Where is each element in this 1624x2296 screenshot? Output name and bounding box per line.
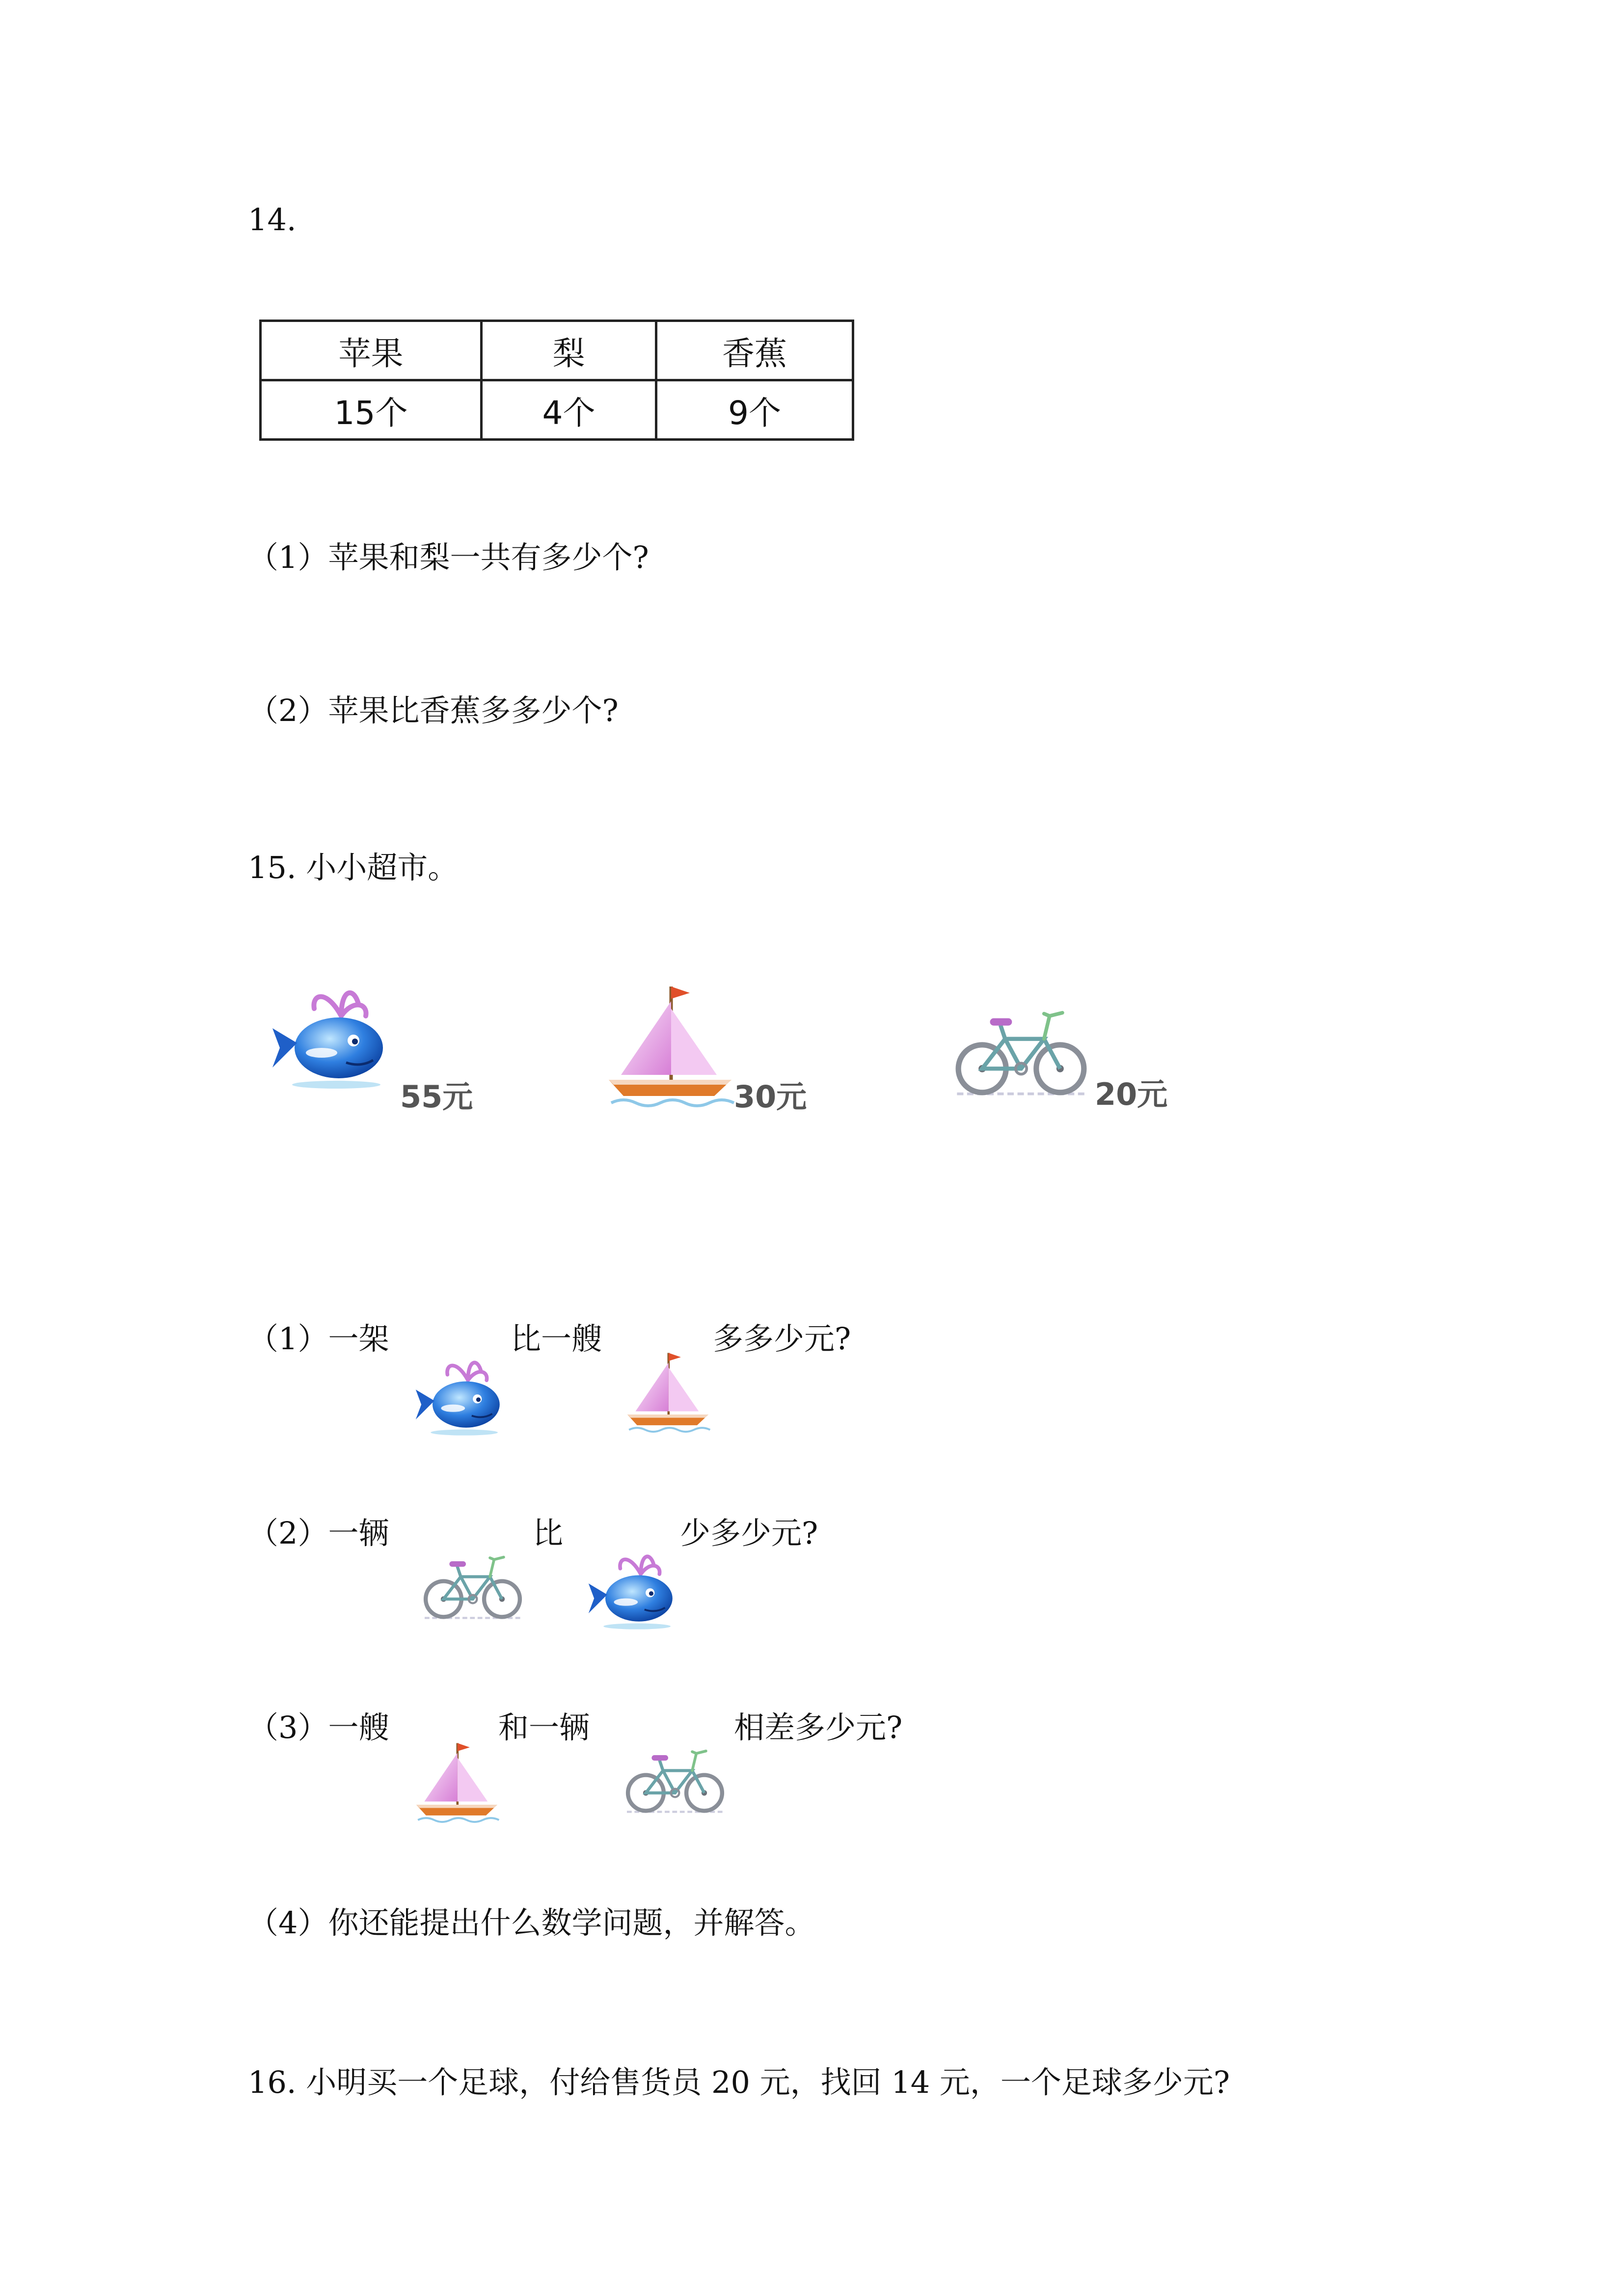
question-14-sub-2: （2）苹果比香蕉多多少个? — [248, 693, 619, 728]
question-15-sub-1-part-a: （1）一架 — [248, 1321, 389, 1357]
table-cell: 9个 — [656, 380, 853, 440]
table-row — [261, 380, 853, 440]
bicycle-icon — [952, 999, 1090, 1102]
table-header-cell: 苹果 — [261, 321, 482, 380]
question-15-sub-2-part-c: 少多少元? — [680, 1515, 818, 1551]
sailboat-icon — [623, 1345, 713, 1436]
table-header-cell: 梨 — [482, 321, 656, 380]
table-cell: 4个 — [482, 380, 656, 440]
sailboat-price: 30元 — [734, 1079, 807, 1115]
whale-icon — [411, 1345, 510, 1438]
question-15-sub-2-part-a: （2）一辆 — [248, 1515, 389, 1551]
whale-icon — [268, 969, 395, 1092]
sailboat-icon — [411, 1735, 502, 1826]
table-cell: 15个 — [261, 380, 482, 440]
fruit-count-table — [259, 320, 854, 441]
question-16-text: 16. 小明买一个足球，付给售货员 20 元，找回 14 元，一个足球多少元? — [248, 2064, 1230, 2100]
question-15-sub-3-part-a: （3）一艘 — [248, 1709, 389, 1745]
question-15-sub-2-part-b: 比 — [533, 1515, 564, 1551]
question-15-title: 15. 小小超市。 — [248, 850, 459, 885]
bicycle-icon — [623, 1740, 727, 1818]
sailboat-icon — [601, 974, 739, 1112]
question-15-sub-3-part-b: 和一辆 — [498, 1709, 590, 1745]
whale-icon — [584, 1539, 682, 1632]
bicycle-price: 20元 — [1095, 1076, 1168, 1112]
question-15-sub-1-part-b: 比一艘 — [511, 1321, 602, 1357]
table-header-cell: 香蕉 — [656, 321, 853, 380]
question-14-sub-1: （1）苹果和梨一共有多少个? — [248, 539, 649, 575]
bicycle-icon — [421, 1546, 524, 1625]
question-14-number: 14. — [248, 202, 297, 238]
question-15-sub-3-part-c: 相差多少元? — [734, 1709, 903, 1745]
question-15-sub-4: （4）你还能提出什么数学问题，并解答。 — [248, 1905, 815, 1941]
question-15-sub-1-part-c: 多多少元? — [713, 1321, 851, 1357]
table-header-row — [261, 321, 853, 380]
whale-price: 55元 — [400, 1079, 473, 1115]
